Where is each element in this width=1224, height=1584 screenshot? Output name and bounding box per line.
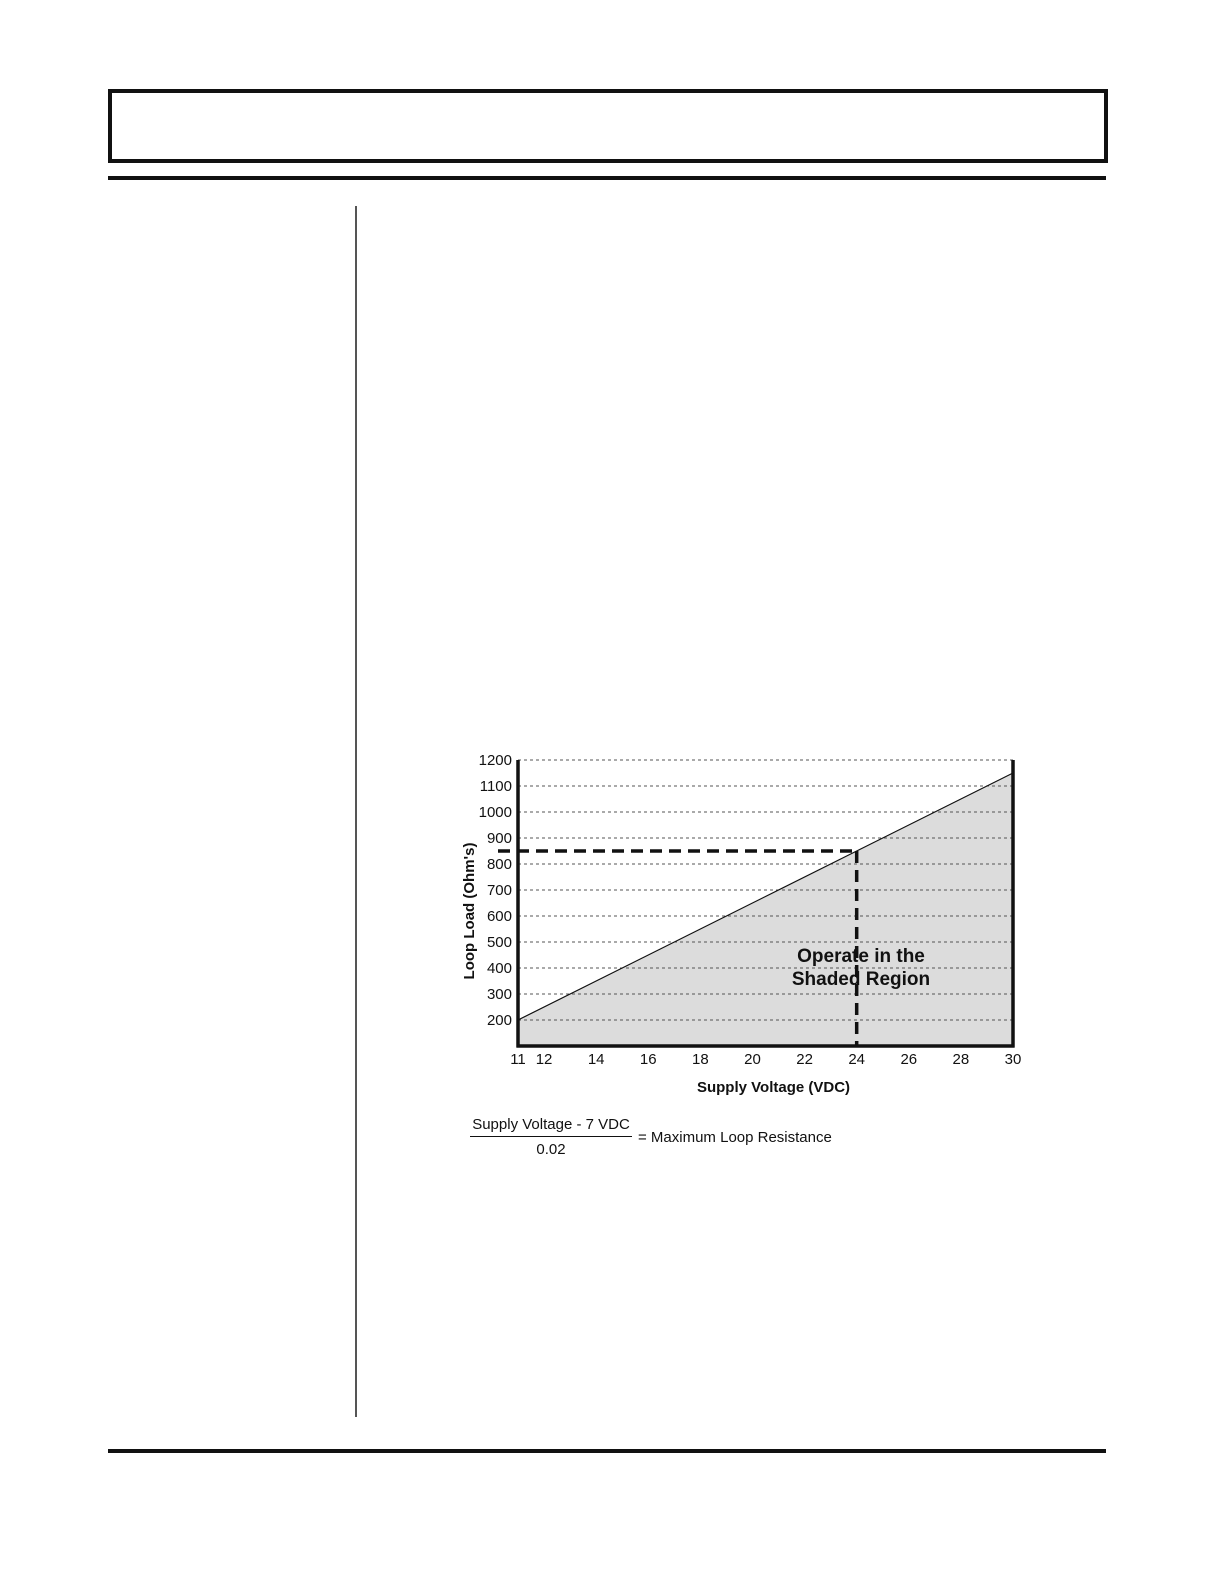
y-tick-label: 1200 — [478, 752, 512, 769]
y-tick-label: 900 — [486, 830, 512, 847]
y-tick-label: 1000 — [478, 804, 512, 821]
formula-numerator: Supply Voltage - 7 VDC — [470, 1116, 632, 1137]
y-tick-label: 200 — [486, 1012, 512, 1029]
annotation-line-1: Operate in the — [797, 946, 925, 967]
x-tick-label: 20 — [744, 1051, 761, 1068]
x-tick-label: 18 — [692, 1051, 709, 1068]
y-tick-label: 600 — [486, 908, 512, 925]
x-tick-labels — [510, 1051, 1021, 1068]
x-tick-label: 12 — [535, 1051, 553, 1068]
y-tick-label: 1100 — [479, 778, 512, 795]
x-tick-label: 30 — [1004, 1051, 1022, 1068]
footer-rule — [108, 1449, 1106, 1453]
y-axis-title: Loop Load (Ohm's) — [461, 842, 478, 980]
y-tick-label: 500 — [486, 934, 512, 951]
x-tick-label: 16 — [639, 1051, 657, 1068]
operating-region-area — [518, 773, 1013, 1046]
y-tick-label: 700 — [486, 882, 512, 899]
x-tick-label: 11 — [510, 1051, 526, 1068]
y-tick-label: 800 — [486, 856, 512, 873]
x-axis-title: Supply Voltage (VDC) — [696, 1079, 851, 1096]
y-tick-label: 400 — [486, 960, 512, 977]
annotation-line-2: Shaded Region — [791, 969, 931, 990]
y-tick-labels — [479, 752, 512, 1029]
y-tick-label: 300 — [486, 986, 512, 1003]
x-tick-label: 26 — [900, 1051, 918, 1068]
formula-result: = Maximum Loop Resistance — [638, 1129, 832, 1146]
formula-denominator: 0.02 — [536, 1141, 566, 1158]
formula-fraction — [470, 1116, 632, 1158]
x-tick-label: 14 — [587, 1051, 605, 1068]
x-tick-label: 24 — [848, 1051, 866, 1068]
x-tick-label: 22 — [796, 1051, 813, 1068]
x-tick-label: 28 — [952, 1051, 970, 1068]
